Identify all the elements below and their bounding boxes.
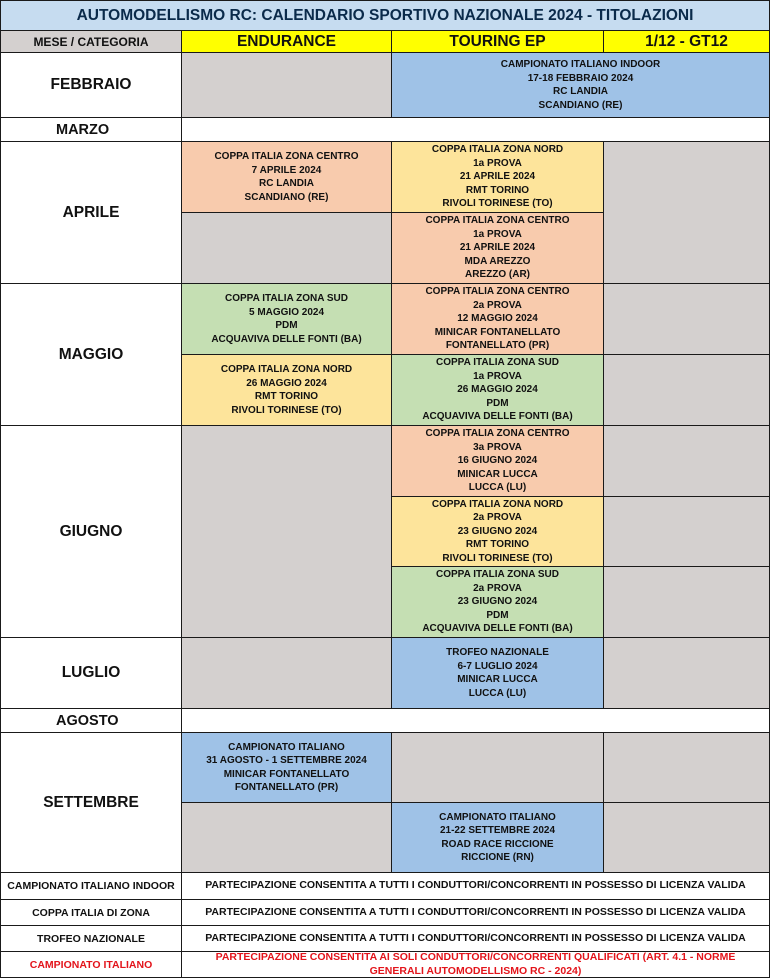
event-line: 1a PROVA bbox=[473, 370, 522, 382]
event-line: CAMPIONATO ITALIANO bbox=[439, 811, 556, 823]
month-agosto: AGOSTO bbox=[0, 708, 182, 733]
event-line: 7 APRILE 2024 bbox=[251, 164, 322, 176]
header-month-category: MESE / CATEGORIA bbox=[0, 30, 182, 53]
event-line: RIVOLI TORINESE (TO) bbox=[442, 552, 553, 564]
event-apr-touring-1 bbox=[391, 141, 604, 213]
event-line: 1a PROVA bbox=[473, 157, 522, 169]
empty-cell bbox=[603, 425, 770, 497]
empty-cell bbox=[603, 141, 770, 284]
event-line: 26 MAGGIO 2024 bbox=[457, 384, 538, 396]
legend-description bbox=[181, 899, 770, 926]
event-line: SCANDIANO (RE) bbox=[538, 99, 623, 111]
event-line: 2a PROVA bbox=[473, 299, 522, 311]
event-line: COPPA ITALIA ZONA CENTRO bbox=[425, 286, 570, 298]
event-line: 1a PROVA bbox=[473, 228, 522, 240]
event-line: AREZZO (AR) bbox=[465, 269, 530, 281]
event-line: COPPA ITALIA ZONA NORD bbox=[431, 498, 564, 510]
legend-description bbox=[181, 872, 770, 900]
event-apr-touring-2 bbox=[391, 212, 604, 284]
event-feb-touring-gt12 bbox=[391, 52, 770, 118]
event-line: RMT TORINO bbox=[465, 539, 530, 551]
month-maggio: MAGGIO bbox=[0, 283, 182, 426]
event-line: RMT TORINO bbox=[254, 391, 319, 402]
event-giu-touring-2 bbox=[391, 496, 604, 567]
legend-description bbox=[181, 951, 770, 978]
empty-row-marzo bbox=[181, 117, 770, 142]
event-mag-touring-2 bbox=[391, 354, 604, 426]
empty-cell bbox=[181, 212, 392, 284]
month-settembre: SETTEMBRE bbox=[0, 732, 182, 873]
event-line: COPPA ITALIA ZONA NORD bbox=[220, 364, 353, 375]
event-line: RIVOLI TORINESE (TO) bbox=[231, 404, 342, 416]
month-marzo: MARZO bbox=[0, 117, 182, 142]
event-line: 5 MAGGIO 2024 bbox=[248, 306, 325, 318]
event-line: 2a PROVA bbox=[473, 582, 522, 594]
event-line: 23 GIUGNO 2024 bbox=[457, 525, 538, 537]
event-line: MDA AREZZO bbox=[464, 255, 531, 267]
event-line: MINICAR FONTANELLATO bbox=[223, 768, 350, 780]
event-line: 2a PROVA bbox=[473, 512, 522, 524]
event-line: FONTANELLATO (PR) bbox=[234, 782, 339, 793]
event-line: ACQUAVIVA DELLE FONTI (BA) bbox=[422, 623, 573, 635]
legend-line: PARTECIPAZIONE CONSENTITA A TUTTI I CONDUTTORI/CONCORRENTI IN POSSESSO DI LICENZA VALIDA bbox=[205, 931, 746, 944]
event-line: COPPA ITALIA ZONA NORD bbox=[431, 144, 564, 156]
event-line: COPPA ITALIA ZONA CENTRO bbox=[425, 215, 570, 227]
event-line: 26 MAGGIO 2024 bbox=[246, 377, 327, 389]
event-line: COPPA ITALIA ZONA SUD bbox=[436, 357, 559, 369]
event-line: ROAD RACE RICCIONE bbox=[441, 838, 554, 850]
empty-cell bbox=[181, 637, 392, 709]
event-line: CAMPIONATO ITALIANO bbox=[228, 741, 345, 753]
event-line: RC LANDIA bbox=[259, 178, 314, 189]
event-mag-endurance-2 bbox=[181, 354, 392, 426]
empty-cell bbox=[181, 52, 392, 118]
event-line: RC LANDIA bbox=[553, 86, 608, 97]
event-line: TROFEO NAZIONALE bbox=[446, 647, 549, 658]
legend-line: PARTECIPAZIONE CONSENTITA A TUTTI I CONDUTTORI/CONCORRENTI IN POSSESSO DI LICENZA VALIDA bbox=[205, 905, 746, 918]
header-category-touring-ep: TOURING EP bbox=[391, 30, 604, 53]
header-category-endurance: ENDURANCE bbox=[181, 30, 392, 53]
event-line: ACQUAVIVA DELLE FONTI (BA) bbox=[422, 411, 573, 423]
event-set-touring bbox=[391, 802, 604, 873]
empty-cell bbox=[603, 637, 770, 709]
legend-line: PARTECIPAZIONE CONSENTITA A TUTTI I CONDUTTORI/CONCORRENTI IN POSSESSO DI LICENZA VALIDA bbox=[205, 879, 746, 892]
event-line: LUCCA (LU) bbox=[468, 687, 527, 699]
month-giugno: GIUGNO bbox=[0, 425, 182, 638]
event-giu-touring-1 bbox=[391, 425, 604, 497]
event-line: ACQUAVIVA DELLE FONTI (BA) bbox=[211, 333, 362, 345]
event-line: MINICAR FONTANELLATO bbox=[434, 326, 561, 338]
event-set-endurance bbox=[181, 732, 392, 803]
event-line: 17-18 FEBBRAIO 2024 bbox=[527, 72, 634, 84]
event-line: COPPA ITALIA ZONA CENTRO bbox=[425, 428, 570, 440]
event-line: COPPA ITALIA ZONA SUD bbox=[225, 293, 348, 304]
page-title: AUTOMODELLISMO RC: CALENDARIO SPORTIVO NAZIONALE 2024 - TITOLAZIONI bbox=[0, 0, 770, 31]
event-line: MINICAR LUCCA bbox=[457, 674, 538, 685]
empty-cell bbox=[181, 425, 392, 638]
legend-label: TROFEO NAZIONALE bbox=[0, 925, 182, 952]
legend-label: CAMPIONATO ITALIANO INDOOR bbox=[0, 872, 182, 900]
event-lug-touring bbox=[391, 637, 604, 709]
event-line: 21-22 SETTEMBRE 2024 bbox=[439, 825, 556, 836]
event-mag-touring-1 bbox=[391, 283, 604, 355]
event-line: RICCIONE (RN) bbox=[461, 852, 534, 863]
event-line: 23 GIUGNO 2024 bbox=[457, 596, 538, 608]
event-line: COPPA ITALIA ZONA SUD bbox=[436, 569, 559, 581]
event-line: PDM bbox=[486, 609, 509, 621]
event-apr-endurance bbox=[181, 141, 392, 213]
event-line: 31 AGOSTO - 1 SETTEMBRE 2024 bbox=[206, 755, 367, 766]
empty-cell bbox=[603, 732, 770, 803]
event-line: RMT TORINO bbox=[465, 184, 530, 196]
empty-cell bbox=[603, 566, 770, 638]
empty-cell bbox=[603, 802, 770, 873]
legend-label: CAMPIONATO ITALIANO bbox=[0, 951, 182, 978]
event-line: CAMPIONATO ITALIANO INDOOR bbox=[500, 59, 661, 70]
event-line: LUCCA (LU) bbox=[468, 482, 527, 494]
event-line: 21 APRILE 2024 bbox=[459, 171, 536, 183]
event-line: SCANDIANO (RE) bbox=[244, 191, 329, 203]
event-line: COPPA ITALIA ZONA CENTRO bbox=[214, 151, 359, 162]
empty-cell bbox=[391, 732, 604, 803]
event-line: FONTANELLATO (PR) bbox=[445, 340, 550, 352]
month-luglio: LUGLIO bbox=[0, 637, 182, 709]
event-giu-touring-3 bbox=[391, 566, 604, 638]
legend-description bbox=[181, 925, 770, 952]
empty-cell bbox=[603, 496, 770, 567]
event-line: PDM bbox=[275, 320, 298, 331]
event-line: 16 GIUGNO 2024 bbox=[457, 455, 538, 467]
event-line: MINICAR LUCCA bbox=[457, 468, 538, 480]
event-mag-endurance-1 bbox=[181, 283, 392, 355]
month-febbraio: FEBBRAIO bbox=[0, 52, 182, 118]
event-line: RIVOLI TORINESE (TO) bbox=[442, 198, 553, 210]
empty-cell bbox=[603, 354, 770, 426]
empty-cell bbox=[603, 283, 770, 355]
empty-cell bbox=[181, 802, 392, 873]
event-line: 3a PROVA bbox=[473, 441, 522, 453]
header-category-gt12: 1/12 - GT12 bbox=[603, 30, 770, 53]
event-line: 6-7 LUGLIO 2024 bbox=[457, 660, 538, 672]
legend-line: GENERALI AUTOMODELLISMO RC - 2024) bbox=[369, 964, 582, 977]
legend-line: PARTECIPAZIONE CONSENTITA AI SOLI CONDUTTORI/CONCORRENTI QUALIFICATI (ART. 4.1 - NORME bbox=[215, 951, 736, 963]
empty-row-agosto bbox=[181, 708, 770, 733]
event-line: 21 APRILE 2024 bbox=[459, 242, 536, 254]
month-aprile: APRILE bbox=[0, 141, 182, 284]
legend-label: COPPA ITALIA DI ZONA bbox=[0, 899, 182, 926]
event-line: PDM bbox=[486, 397, 509, 409]
event-line: 12 MAGGIO 2024 bbox=[457, 313, 538, 325]
